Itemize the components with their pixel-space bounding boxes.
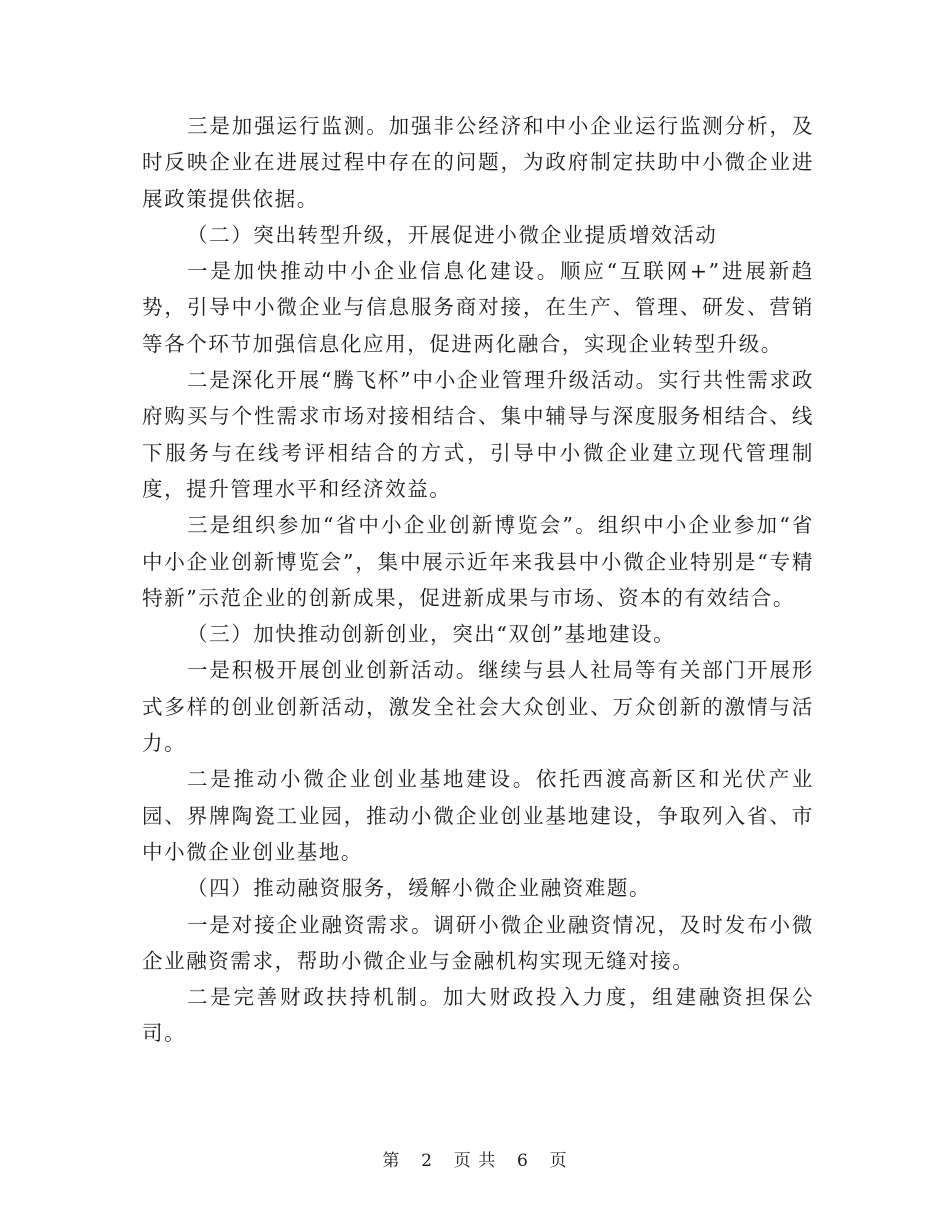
paragraph-fiscal-support: 二是完善财政扶持机制。加大财政投入力度，组建融资担保公司。: [142, 985, 814, 1046]
paragraph-monitoring: 三是加强运行监测。加强非公经济和中小企业运行监测分析，及时反映企业在进展过程中存在的问题，为政府制定扶助中小微企业进展政策提供依据。: [142, 114, 814, 211]
paragraph-financing-demand: 一是对接企业融资需求。调研小微企业融资情况，及时发布小微企业融资需求，帮助小微企业与金融机构实现无缝对接。: [142, 912, 814, 973]
paragraph-startup-base: 二是推动小微企业创业基地建设。依托西渡高新区和光伏产业园、界牌陶瓷工业园，推动小微企业创业基地建设，争取列入省、市中小微企业创业基地。: [142, 767, 814, 864]
page-number-total: 6: [517, 1151, 529, 1171]
paragraph-innovation-expo: 三是组织参加“省中小企业创新博览会”。组织中小企业参加“省中小企业创新博览会”，集中展示近年来我县中小微企业特别是“专精特新”示范企业的创新成果，促进新成果与市场、资本的有效结合。: [142, 513, 814, 610]
page-label-suffix: 页: [549, 1151, 568, 1171]
paragraph-management-upgrade: 二是深化开展“腾飞杯”中小企业管理升级活动。实行共性需求政府购买与个性需求市场对接相结合、集中辅导与深度服务相结合、线下服务与在线考评相结合的方式，引导中小微企业建立现代管理制度，提升管理水平和经济效益。: [142, 368, 814, 501]
paragraph-informatization: 一是加快推动中小企业信息化建设。顺应“互联网+”进展新趋势，引导中小微企业与信息服务商对接，在生产、管理、研发、营销等各个环节加强信息化应用，促进两化融合，实现企业转型升级。: [142, 259, 814, 356]
section-heading-2: （二）突出转型升级，开展促进小微企业提质增效活动: [187, 222, 718, 247]
page-footer: [0, 1146, 950, 1171]
page-number-current: 2: [421, 1151, 433, 1171]
section-heading-3: （三）加快推动创新创业，突出“双创”基地建设。: [187, 622, 676, 647]
page-label-middle: 页 共: [453, 1151, 497, 1171]
page-label-prefix: 第: [382, 1151, 401, 1171]
document-body: [142, 108, 814, 1052]
paragraph-entrepreneurship: 一是积极开展创业创新活动。继续与县人社局等有关部门开展形式多样的创业创新活动，激发全社会大众创业、万众创新的激情与活力。: [142, 658, 814, 756]
section-heading-4: （四）推动融资服务，缓解小微企业融资难题。: [187, 876, 652, 901]
